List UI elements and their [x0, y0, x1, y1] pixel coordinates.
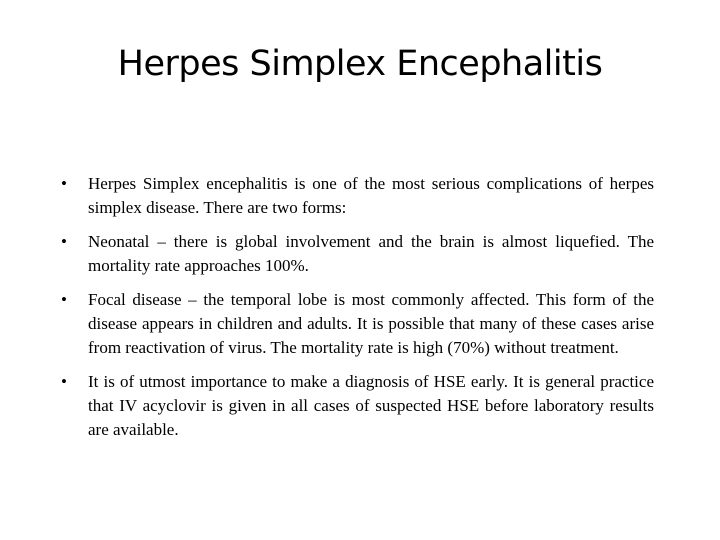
- bullet-dot-icon: •: [61, 372, 67, 391]
- bullet-item-focal: [0, 288, 720, 360]
- bullet-list: [0, 172, 720, 452]
- bullet-dot-icon: •: [61, 174, 67, 193]
- bullet-dot-icon: •: [61, 232, 67, 251]
- bullet-item-diagnosis: [0, 370, 720, 442]
- bullet-text: Focal disease – the temporal lobe is most commonly affected. This form of the disease appears in children and adults. It is possible that many of these cases arise from reactivation of virus. The mortality rate is high (70%) without treatment.: [88, 290, 654, 357]
- bullet-item-intro: [0, 172, 720, 220]
- bullet-text: Neonatal – there is global involvement and the brain is almost liquefied. The mortality rate approaches 100%.: [88, 232, 654, 275]
- bullet-dot-icon: •: [61, 290, 67, 309]
- bullet-text: It is of utmost importance to make a diagnosis of HSE early. It is general practice that IV acyclovir is given in all cases of suspected HSE before laboratory results are available.: [88, 372, 654, 439]
- bullet-text: Herpes Simplex encephalitis is one of the most serious complications of herpes simplex disease. There are two forms:: [88, 174, 654, 217]
- bullet-item-neonatal: [0, 230, 720, 278]
- slide-title: Herpes Simplex Encephalitis: [117, 44, 603, 84]
